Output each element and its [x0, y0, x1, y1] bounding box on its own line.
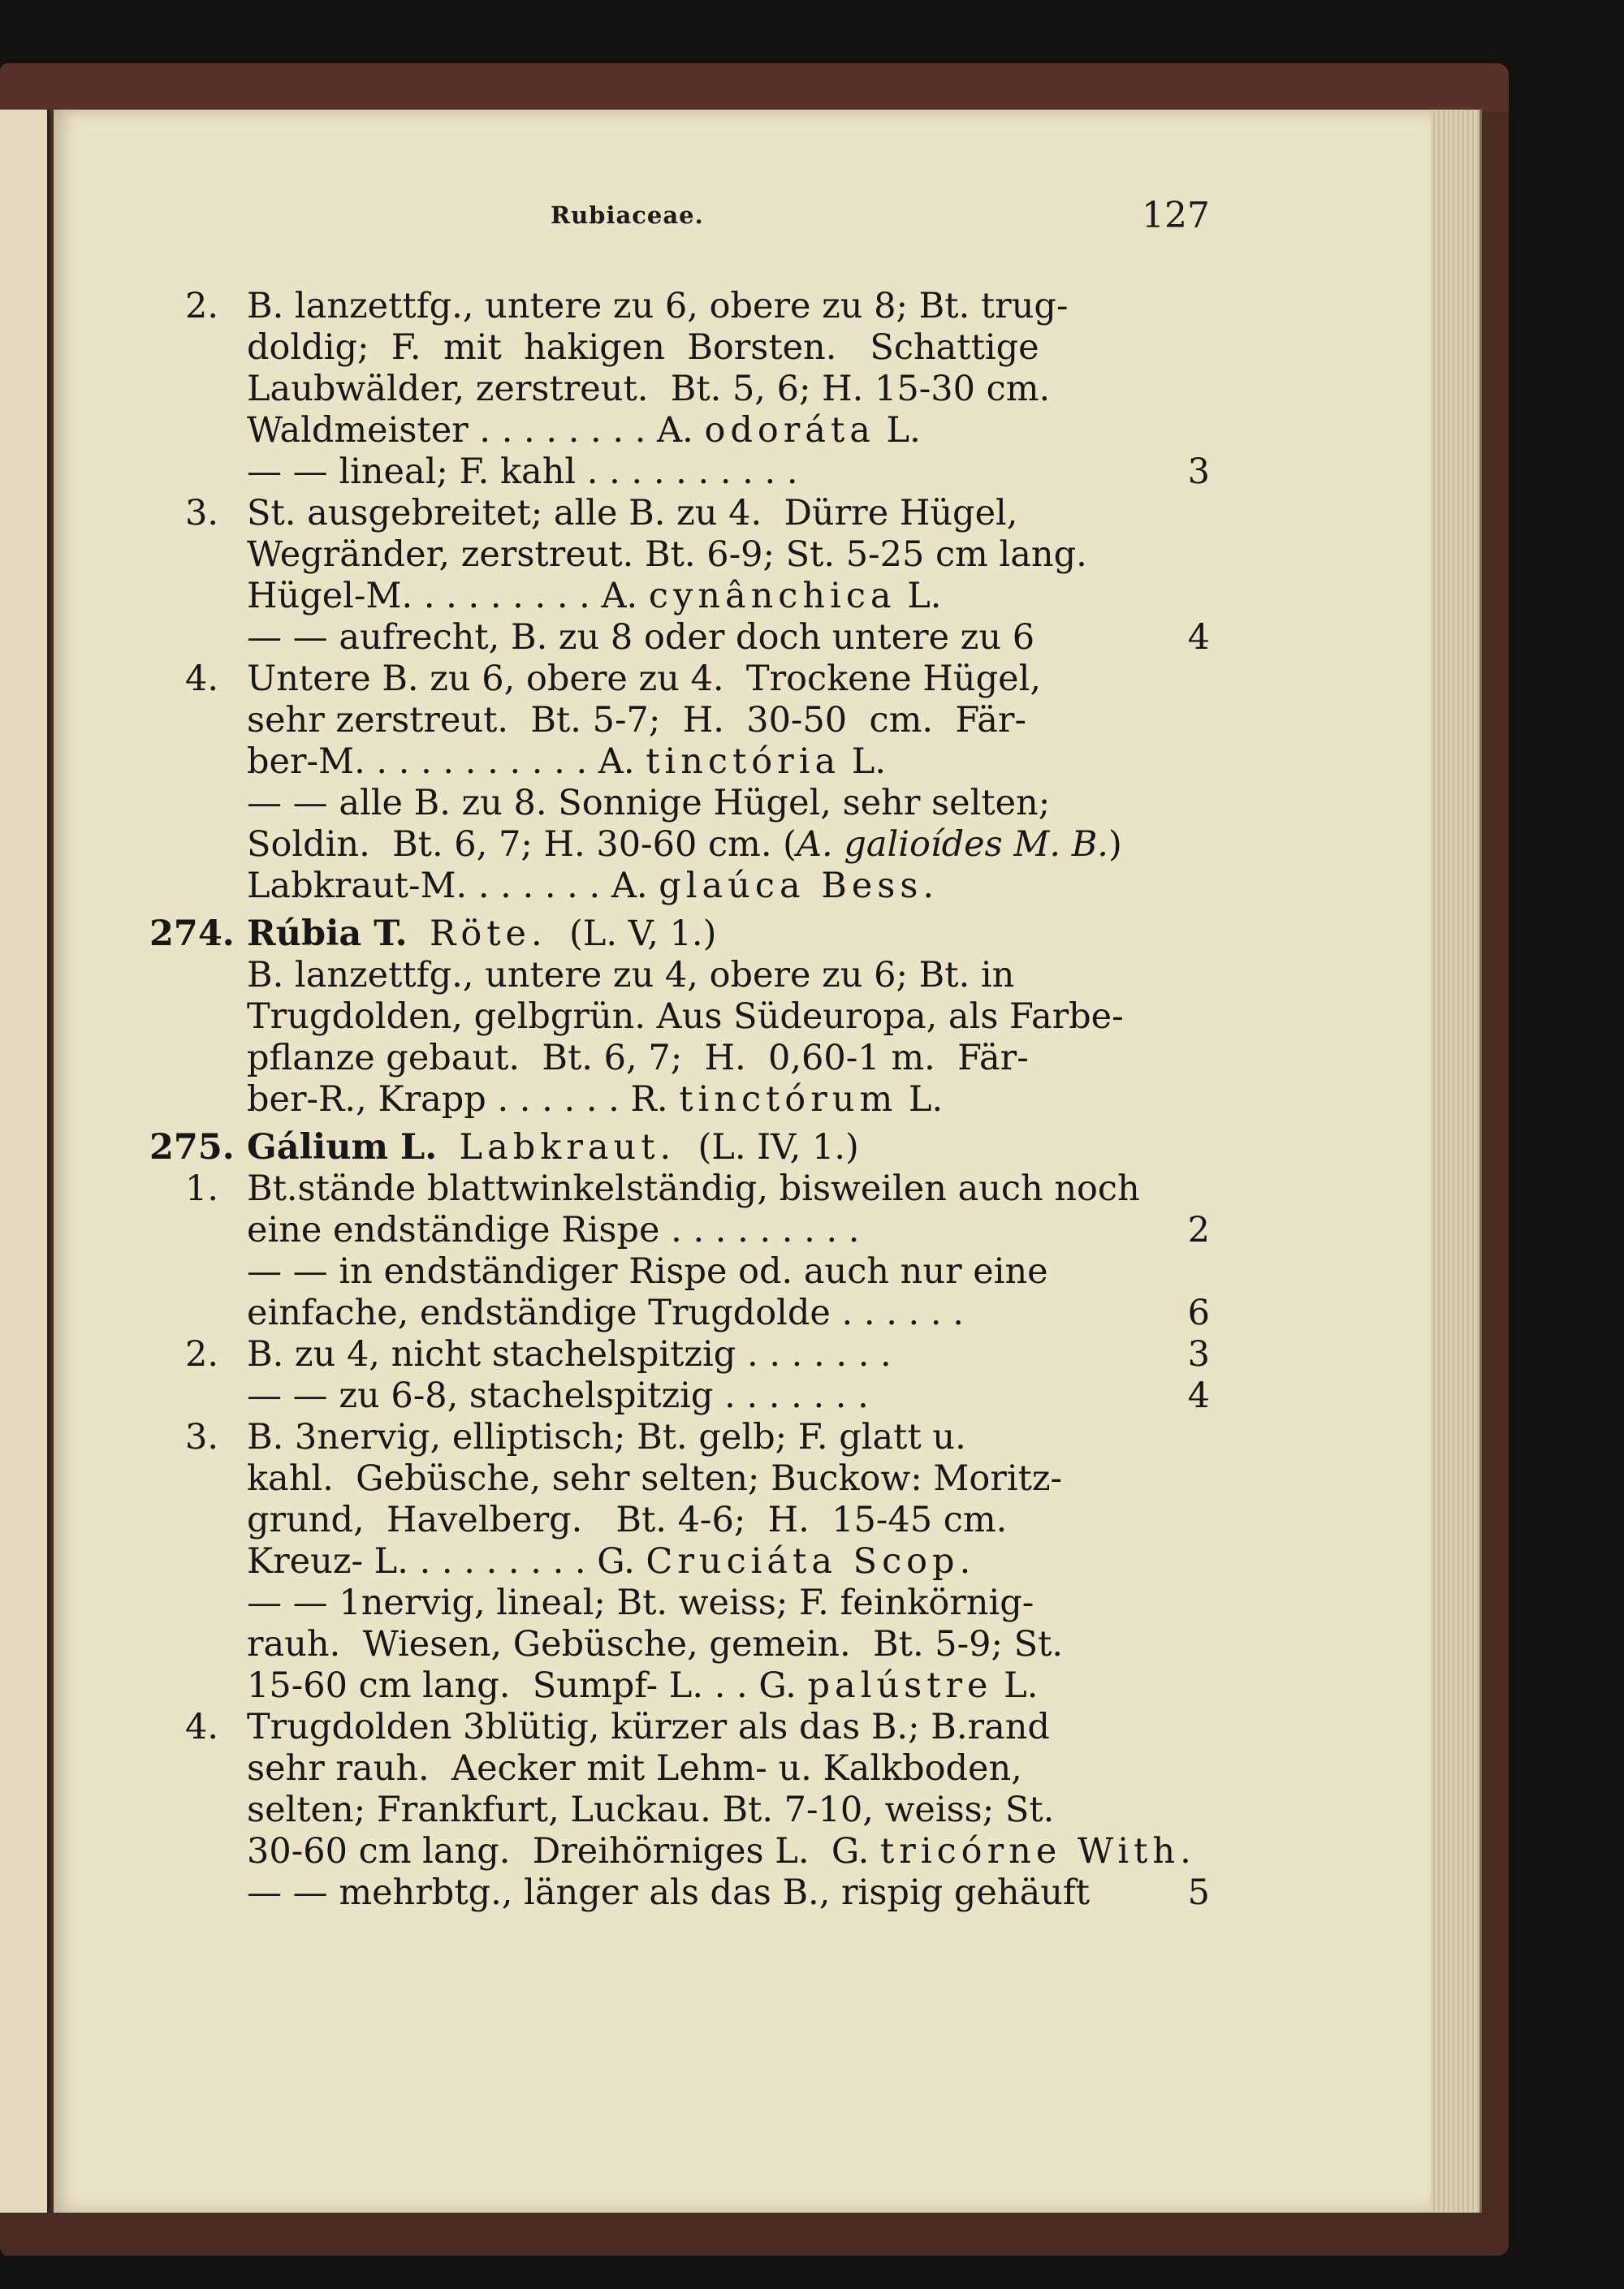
- line-content: [247, 1168, 1140, 1210]
- line-text: — — in endständiger Rispe od. auch nur eine: [247, 1251, 1048, 1292]
- text-line: [185, 1458, 1210, 1500]
- key-reference: 4: [1187, 1376, 1210, 1416]
- text-line: [185, 493, 1210, 534]
- line-text: Wegränder, zerstreut. Bt. 6-9; St. 5-25 cm lang.: [247, 534, 1087, 575]
- entry-number: 1.: [185, 1168, 219, 1209]
- page-header: [185, 195, 1210, 244]
- page-body: [149, 286, 1210, 1914]
- entry-number: 274.: [149, 913, 235, 954]
- line-tail: L.: [840, 741, 887, 782]
- text-line: [185, 741, 1210, 783]
- line-content: [247, 866, 939, 907]
- line-text: kahl. Gebüsche, sehr selten; Buckow: Moritz-: [247, 1458, 1063, 1499]
- line-content: [247, 741, 886, 783]
- line-content: [247, 1872, 1090, 1914]
- line-text: Waldmeister . . . . . . . . A.: [247, 410, 705, 451]
- text-line: [185, 1038, 1210, 1079]
- line-content: [247, 1541, 975, 1583]
- text-line: [185, 617, 1210, 659]
- text-line: [185, 1210, 1210, 1251]
- line-text: sehr zerstreut. Bt. 5-7; H. 30-50 cm. Fär-: [247, 700, 1027, 741]
- line-text: [437, 1127, 459, 1168]
- line-text: B. 3nervig, elliptisch; Bt. gelb; F. glatt u.: [247, 1417, 966, 1458]
- text-line: [185, 1790, 1210, 1831]
- entry-number: 3.: [185, 1417, 219, 1458]
- line-content: [247, 1079, 943, 1121]
- line-text: B. lanzettfg., untere zu 4, obere zu 6; Bt. in: [247, 955, 1015, 995]
- line-text: — — aufrecht, B. zu 8 oder doch untere zu 6: [247, 617, 1035, 658]
- text-line: [185, 410, 1210, 451]
- text-line: [185, 1500, 1210, 1541]
- line-content: [247, 576, 941, 617]
- line-content: [247, 1293, 964, 1334]
- line-content: [247, 1038, 1029, 1079]
- line-content: [247, 1417, 966, 1458]
- line-content: [247, 286, 1069, 327]
- entry-number: 3.: [185, 493, 219, 533]
- line-text: — — mehrbtg., länger als das B., rispig gehäuft: [247, 1872, 1091, 1913]
- genus-name: Gálium L.: [247, 1127, 438, 1168]
- line-content: [247, 1334, 892, 1376]
- text-line: [185, 1665, 1210, 1707]
- key-reference: 3: [1187, 1334, 1210, 1375]
- text-line: [185, 659, 1210, 700]
- line-text: — — 1nervig, lineal; Bt. weiss; F. feinkörnig-: [247, 1583, 1034, 1623]
- text-line: [185, 1417, 1210, 1458]
- entry-number: 2.: [185, 1334, 219, 1375]
- key-reference: 2: [1187, 1210, 1210, 1250]
- line-content: [247, 1251, 1048, 1293]
- spaced-name: tinctória: [646, 741, 841, 782]
- line-content: [247, 1210, 859, 1251]
- text-line: [185, 576, 1210, 617]
- line-content: [247, 996, 1124, 1038]
- text-line: [185, 700, 1210, 741]
- line-text: Hügel-M. . . . . . . . . A.: [247, 576, 649, 616]
- line-text: B. lanzettfg., untere zu 6, obere zu 8; Bt. trug-: [247, 286, 1069, 326]
- text-line: [185, 1376, 1210, 1417]
- line-tail: ): [1108, 824, 1122, 865]
- line-content: [247, 1790, 1054, 1831]
- line-text: sehr rauh. Aecker mit Lehm- u. Kalkboden,: [247, 1748, 1022, 1789]
- line-text: grund, Havelberg. Bt. 4-6; H. 15-45 cm.: [247, 1500, 1008, 1540]
- entry-number: 275.: [149, 1127, 235, 1168]
- line-content: [247, 1748, 1022, 1790]
- text-line: [185, 1707, 1210, 1748]
- line-text: 15-60 cm lang. Sumpf- L. . . G.: [247, 1665, 808, 1706]
- line-content: [247, 1831, 1196, 1872]
- line-content: [247, 824, 1122, 866]
- text-line: [185, 534, 1210, 576]
- line-content: [247, 1127, 859, 1168]
- spaced-name: tricórne With.: [880, 1831, 1196, 1872]
- line-text: ber-R., Krapp . . . . . . R.: [247, 1079, 680, 1120]
- line-content: [247, 1500, 1007, 1541]
- text-line: [185, 824, 1210, 866]
- text-line: [185, 327, 1210, 369]
- line-content: [247, 327, 1039, 369]
- italic-synonym: A. galioídes M. B.: [796, 824, 1108, 865]
- spaced-name: odoráta: [704, 410, 875, 451]
- text-line: [185, 1748, 1210, 1790]
- line-text: pflanze gebaut. Bt. 6, 7; H. 0,60-1 m. Fär-: [247, 1038, 1029, 1078]
- line-content: [247, 451, 798, 493]
- line-text: Trugdolden, gelbgrün. Aus Südeuropa, als Farbe-: [247, 996, 1124, 1037]
- text-line: [185, 1079, 1210, 1121]
- text-line: [185, 1624, 1210, 1665]
- line-tail: (L. IV, 1.): [676, 1127, 859, 1168]
- text-line: [185, 451, 1210, 493]
- spaced-name: Cruciáta Scop.: [646, 1541, 976, 1582]
- spaced-name: Röte.: [430, 913, 547, 954]
- entry-number: 2.: [185, 286, 219, 326]
- text-line: [185, 1334, 1210, 1376]
- line-text: [408, 913, 430, 954]
- line-text: St. ausgebreitet; alle B. zu 4. Dürre Hügel,: [247, 493, 1018, 533]
- spaced-name: glaúca Bess.: [659, 866, 939, 906]
- entry-number: 4.: [185, 1707, 219, 1747]
- spaced-name: tinctórum: [679, 1079, 898, 1120]
- line-text: Kreuz- L. . . . . . . . . G.: [247, 1541, 646, 1582]
- line-tail: (L. V, 1.): [546, 913, 717, 954]
- left-page-edge: [0, 110, 50, 2213]
- text-line: [185, 286, 1210, 327]
- text-line: [185, 955, 1210, 996]
- text-line: [185, 996, 1210, 1038]
- line-text: B. zu 4, nicht stachelspitzig . . . . . . .: [247, 1334, 892, 1375]
- line-text: ber-M. . . . . . . . . . . A.: [247, 741, 646, 782]
- line-text: Untere B. zu 6, obere zu 4. Trockene Hügel,: [247, 659, 1041, 699]
- text-line: [185, 866, 1210, 907]
- line-text: — — zu 6-8, stachelspitzig . . . . . . .: [247, 1376, 869, 1416]
- line-content: [247, 1624, 1063, 1665]
- key-reference: 4: [1187, 617, 1210, 658]
- line-tail: L.: [875, 410, 921, 451]
- text-line: [185, 1872, 1210, 1914]
- spaced-name: cynânchica: [648, 576, 896, 616]
- key-reference: 3: [1187, 451, 1210, 492]
- line-tail: L.: [897, 1079, 944, 1120]
- text-line: [185, 369, 1210, 410]
- line-content: [247, 493, 1017, 534]
- line-text: Trugdolden 3blütig, kürzer als das B.; B.rand: [247, 1707, 1050, 1747]
- text-line: [149, 913, 1210, 955]
- line-text: — — lineal; F. kahl . . . . . . . . . .: [247, 451, 798, 492]
- line-tail: L.: [992, 1665, 1039, 1706]
- line-text: Bt.stände blattwinkelständig, bisweilen auch noch: [247, 1168, 1140, 1209]
- line-content: [247, 1458, 1062, 1500]
- line-text: eine endständige Rispe . . . . . . . . .: [247, 1210, 860, 1250]
- genus-name: Rúbia T.: [247, 913, 408, 954]
- line-content: [247, 369, 1050, 410]
- text-line: [185, 1293, 1210, 1334]
- text-line: [185, 783, 1210, 824]
- line-content: [247, 783, 1050, 824]
- line-content: [247, 913, 716, 955]
- line-text: — — alle B. zu 8. Sonnige Hügel, sehr selten;: [247, 783, 1051, 823]
- text-line: [185, 1251, 1210, 1293]
- line-content: [247, 1376, 869, 1417]
- line-tail: L.: [896, 576, 942, 616]
- line-content: [247, 534, 1087, 576]
- text-line: [149, 1127, 1210, 1168]
- text-line: [185, 1583, 1210, 1624]
- entry-number: 4.: [185, 659, 219, 699]
- line-content: [247, 617, 1034, 659]
- text-line: [185, 1168, 1210, 1210]
- line-text: Laubwälder, zerstreut. Bt. 5, 6; H. 15-30 cm.: [247, 369, 1051, 409]
- line-text: selten; Frankfurt, Luckau. Bt. 7-10, weiss; St.: [247, 1790, 1055, 1830]
- line-content: [247, 659, 1041, 700]
- text-line: [185, 1831, 1210, 1872]
- page-edges: [1431, 110, 1482, 2213]
- line-content: [247, 1583, 1034, 1624]
- line-text: 30-60 cm lang. Dreihörniges L. G.: [247, 1831, 881, 1872]
- line-text: Labkraut-M. . . . . . . A.: [247, 866, 659, 906]
- line-text: rauh. Wiesen, Gebüsche, gemein. Bt. 5-9; St.: [247, 1624, 1064, 1665]
- key-reference: 5: [1187, 1872, 1210, 1913]
- line-content: [247, 410, 921, 451]
- book-cover-top: [0, 63, 1509, 112]
- text-line: [185, 1541, 1210, 1583]
- spaced-name: palústre: [807, 1665, 993, 1706]
- line-content: [247, 955, 1014, 996]
- line-content: [247, 1665, 1038, 1707]
- line-text: doldig; F. mit hakigen Borsten. Schattige: [247, 327, 1039, 368]
- line-content: [247, 700, 1026, 741]
- page-number: 127: [1142, 195, 1210, 236]
- line-text: Soldin. Bt. 6, 7; H. 30-60 cm. (: [247, 824, 797, 865]
- line-text: einfache, endständige Trugdolde . . . . . .: [247, 1293, 964, 1333]
- line-content: [247, 1707, 1050, 1748]
- spaced-name: Labkraut.: [459, 1127, 676, 1168]
- running-head: Rubiaceae.: [551, 201, 704, 229]
- key-reference: 6: [1187, 1293, 1210, 1333]
